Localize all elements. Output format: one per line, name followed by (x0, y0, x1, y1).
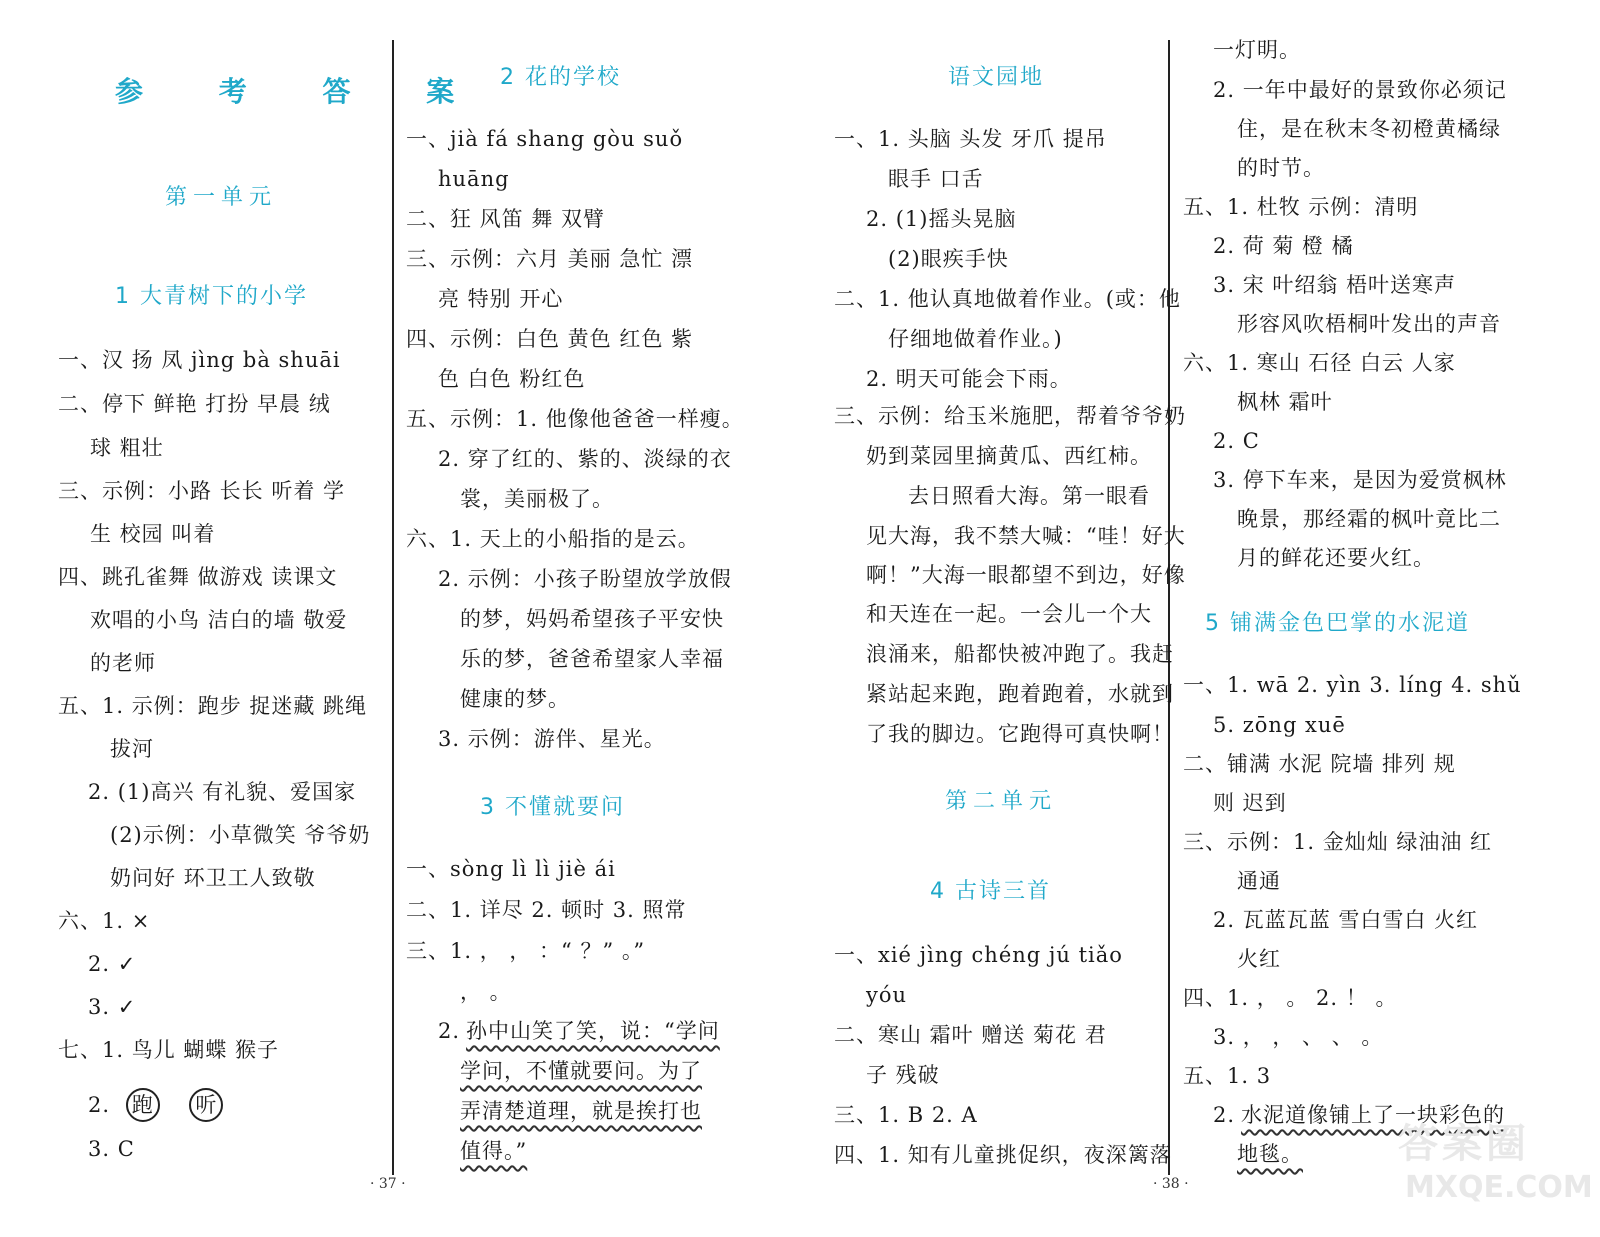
answer-line: 2. 明天可能会下雨。 (866, 367, 1072, 391)
answer-line: 欢唱的小鸟 洁白的墙 敬爱 (90, 608, 348, 632)
answer-line: 了我的脚边。它跑得可真快啊！ (866, 722, 1174, 746)
answer-line: 一、sòng lì lì jiè ái (406, 857, 616, 881)
answer-line: 裳，美丽极了。 (460, 487, 614, 511)
underlined-text: 值得。” (460, 1139, 528, 1163)
answer-line: 生 校园 叫着 (90, 522, 216, 546)
answer-line: 一、汉 扬 凤 jìng bà shuāi (58, 348, 341, 372)
page-title: 参 考 答 案 (115, 75, 488, 108)
lesson-title-4: 4 古诗三首 (930, 879, 1051, 904)
answer-line: 五、1. 杜牧 示例：清明 (1183, 195, 1419, 219)
answer-line: 五、1. 示例：跑步 捉迷藏 跳绳 (58, 694, 368, 718)
watermark-url: MXQE.COM (1405, 1170, 1593, 1205)
answer-line: 3. 宋 叶绍翁 梧叶送寒声 (1213, 273, 1457, 297)
answer-line: 六、1. × (58, 909, 151, 933)
answer-line: 见大海，我不禁大喊：“哇！好大 (866, 524, 1186, 548)
lesson-title-2: 2 花的学校 (500, 65, 621, 90)
answer-line: 三、示例：六月 美丽 急忙 漂 (406, 247, 694, 271)
answer-line: (2)示例：小草微笑 爷爷奶 (110, 823, 371, 847)
answer-line: 通通 (1237, 869, 1281, 893)
answer-line: 2. (1)摇头晃脑 (866, 207, 1017, 231)
column-divider-2 (1168, 40, 1170, 1175)
answer-line: 二、1. 他认真地做着作业。(或：他 (834, 287, 1181, 311)
answer-line: 四、跳孔雀舞 做游戏 读课文 (58, 565, 338, 589)
answer-line: 四、1. 知有儿童挑促织，夜深篱落 (834, 1143, 1172, 1167)
answer-line: huāng (438, 167, 510, 191)
answer-line: 二、停下 鲜艳 打扮 早晨 绒 (58, 392, 331, 416)
answer-line: 三、1. ， ， ：“ ？” 。” (406, 939, 646, 963)
answer-line: 一、xié jìng chéng jú tiǎo (834, 943, 1123, 967)
column-divider-1 (392, 40, 394, 1175)
answer-line: 四、示例：白色 黄色 红色 紫 (406, 327, 694, 351)
answer-line: 的时节。 (1237, 156, 1325, 180)
lesson-title-3: 3 不懂就要问 (480, 795, 625, 820)
circled-char: 跑 (126, 1088, 160, 1122)
watermark-logo: 答案圈 (1398, 1121, 1530, 1167)
circled-char: 听 (189, 1088, 223, 1122)
answer-line: 3. 示例：游伴、星光。 (438, 727, 666, 751)
answer-line: 2. 瓦蓝瓦蓝 雪白雪白 火红 (1213, 908, 1479, 932)
answer-line: 一、jià fá shang gòu suǒ (406, 127, 684, 151)
answer-line: 奶到菜园里摘黄瓜、西红柿。 (866, 444, 1152, 468)
page-number-left: · 37 · (370, 1176, 406, 1192)
answer-line (438, 1016, 720, 1046)
answer-line: 子 残破 (866, 1063, 940, 1087)
answer-line: 则 迟到 (1213, 791, 1287, 815)
answer-line: 三、示例：小路 长长 听着 学 (58, 479, 346, 503)
lesson-title-garden: 语文园地 (948, 65, 1045, 90)
answer-line: 2. 一年中最好的景致你必须记 (1213, 78, 1507, 102)
answer-line: 七、1. 鸟儿 蝴蝶 猴子 (58, 1038, 280, 1062)
answer-line: 奶问好 环卫工人致敬 (110, 866, 316, 890)
lesson-title-5: 5 铺满金色巴掌的水泥道 (1205, 611, 1470, 636)
answer-line: 2. ✓ (88, 952, 137, 976)
item-number: 2. (1213, 1103, 1236, 1127)
answer-line: 六、1. 天上的小船指的是云。 (406, 527, 700, 551)
answer-line: 二、寒山 霜叶 赠送 菊花 君 (834, 1023, 1107, 1047)
answer-line: 和天连在一起。一会儿一个大 (866, 602, 1152, 626)
item-number: 2. (88, 1093, 111, 1117)
answer-line: 三、示例：1. 金灿灿 绿油油 红 (1183, 830, 1493, 854)
answer-line: 的梦，妈妈希望孩子平安快 (460, 607, 724, 631)
answer-line: 三、示例：给玉米施肥，帮着爷爷奶 (834, 404, 1186, 428)
page-number-right: · 38 · (1153, 1176, 1189, 1192)
answer-line: 2. 荷 菊 橙 橘 (1213, 234, 1354, 258)
answer-line: 四、1. ， 。 2. ！ 。 (1183, 986, 1398, 1010)
answer-line: 眼手 口舌 (888, 167, 984, 191)
item-number: 2. (438, 1019, 461, 1043)
answer-line: 3. C (88, 1137, 135, 1161)
underlined-text: 地毯。 (1237, 1142, 1303, 1166)
underlined-text: 学问，不懂就要问。为了 (460, 1059, 702, 1083)
unit-title-1: 第一单元 (165, 185, 278, 210)
answer-line: 2. C (1213, 429, 1260, 453)
answer-line: 健康的梦。 (460, 687, 570, 711)
answer-line: 色 白色 粉红色 (438, 367, 586, 391)
answer-line: 2. 示例：小孩子盼望放学放假 (438, 567, 732, 591)
answer-line: 的老师 (90, 651, 156, 675)
answer-line: 去日照看大海。第一眼看 (908, 484, 1150, 508)
answer-line: 二、1. 详尽 2. 顿时 3. 照常 (406, 898, 687, 922)
answer-line: 二、狂 风笛 舞 双臂 (406, 207, 606, 231)
answer-line: yóu (866, 983, 908, 1007)
answer-line: 啊！”大海一眼都望不到边，好像 (866, 563, 1186, 587)
answer-line: 一、1. 头脑 头发 牙爪 提吊 (834, 127, 1107, 151)
answer-line: 球 粗壮 (90, 436, 164, 460)
answer-line: 浪涌来，船都快被冲跑了。我赶 (866, 642, 1174, 666)
answer-line: 乐的梦，爸爸希望家人幸福 (460, 647, 724, 671)
answer-line: 三、1. B 2. A (834, 1103, 978, 1127)
answer-line: ， 。 (460, 980, 512, 1004)
underlined-text: 水泥道像铺上了一块彩色的 (1241, 1103, 1506, 1127)
answer-line: 5. zōng xuē (1213, 713, 1346, 737)
answer-line: 住，是在秋末冬初橙黄橘绿 (1237, 117, 1501, 141)
answer-line-circled (88, 1088, 245, 1122)
lesson-title-1: 1 大青树下的小学 (115, 284, 308, 309)
answer-line: 3. ✓ (88, 995, 137, 1019)
answer-line: 仔细地做着作业。) (888, 327, 1063, 351)
answer-line: 2. 穿了红的、紫的、淡绿的衣 (438, 447, 732, 471)
answer-line: 晚景，那经霜的枫叶竟比二 (1237, 507, 1501, 531)
answer-line: 二、铺满 水泥 院墙 排列 规 (1183, 752, 1456, 776)
unit-title-2: 第二单元 (945, 789, 1058, 814)
answer-line: 火红 (1237, 947, 1281, 971)
answer-line: 五、1. 3 (1183, 1064, 1272, 1088)
answer-line: 3. ， ， 、 、 。 (1213, 1025, 1384, 1049)
answer-line: 一灯明。 (1213, 38, 1301, 62)
answer-line: 五、示例：1. 他像他爸爸一样瘦。 (406, 407, 744, 431)
answer-line: 一、1. wā 2. yìn 3. líng 4. shǔ (1183, 673, 1522, 697)
answer-line: 2. (1)高兴 有礼貌、爱国家 (88, 780, 357, 804)
answer-line: 形容风吹梧桐叶发出的声音 (1237, 312, 1501, 336)
answer-line: 枫林 霜叶 (1237, 390, 1333, 414)
answer-line: 紧站起来跑，跑着跑着，水就到 (866, 682, 1174, 706)
underlined-text: 孙中山笑了笑，说：“学问 (466, 1019, 720, 1043)
answer-line: 拔河 (110, 737, 154, 761)
answer-line: 月的鲜花还要火红。 (1237, 546, 1435, 570)
underlined-text: 弄清楚道理，就是挨打也 (460, 1099, 702, 1123)
answer-line: 3. 停下车来，是因为爱赏枫林 (1213, 468, 1507, 492)
answer-line: (2)眼疾手快 (888, 247, 1009, 271)
answer-line: 亮 特别 开心 (438, 287, 564, 311)
answer-line: 六、1. 寒山 石径 白云 人家 (1183, 351, 1456, 375)
